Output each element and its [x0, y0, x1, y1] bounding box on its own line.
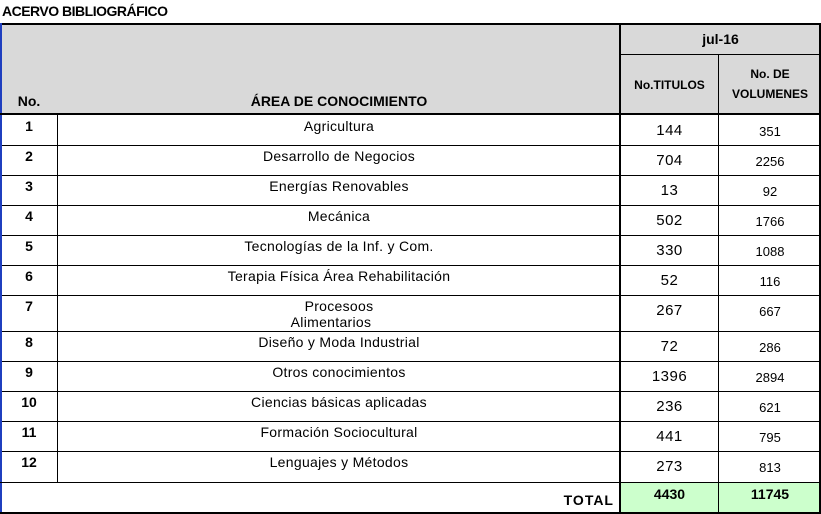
row-volumenes: 621 [759, 400, 781, 415]
row-number: 2 [25, 148, 33, 164]
row-volumenes: 351 [759, 124, 781, 139]
row-number: 12 [21, 454, 37, 470]
row-number: 8 [25, 334, 33, 350]
row-area: Terapia Física Área Rehabilitación [227, 268, 451, 284]
row-divider [0, 391, 821, 392]
row-divider [0, 265, 821, 266]
row-area: Tecnologías de la Inf. y Com. [244, 238, 434, 254]
row-titulos: 72 [660, 338, 679, 355]
row-titulos: 52 [660, 272, 679, 289]
row-titulos: 273 [656, 458, 683, 475]
row-divider [0, 331, 821, 332]
row-titulos: 267 [656, 302, 683, 319]
bibliographic-table [0, 23, 821, 514]
header-no: No. [17, 93, 41, 109]
row-divider [0, 451, 821, 452]
row-volumenes: 286 [759, 340, 781, 355]
row-number: 3 [25, 178, 33, 194]
row-area: Ciencias básicas aplicadas [251, 394, 427, 410]
grid-total-top [0, 482, 821, 483]
row-number: 9 [25, 364, 33, 380]
total-label: TOTAL [563, 492, 614, 508]
row-area: Otros conocimientos [272, 364, 406, 380]
row-titulos: 1396 [651, 368, 688, 385]
row-area: Lenguajes y Métodos [269, 454, 409, 470]
row-volumenes: 1088 [755, 244, 785, 259]
grid-col-area [57, 114, 58, 483]
row-area-line2: Alimentarios [290, 314, 372, 330]
row-area: Agricultura [303, 118, 375, 134]
row-volumenes: 795 [759, 430, 781, 445]
row-number: 11 [21, 424, 37, 440]
row-titulos: 441 [656, 428, 683, 445]
grid-header-bottom [0, 113, 821, 115]
row-titulos: 502 [656, 212, 683, 229]
header-volumenes-line2: VOLUMENES [731, 87, 808, 101]
row-area: Diseño y Moda Industrial [258, 334, 420, 350]
grid-period-divider [620, 54, 821, 55]
row-number: 7 [25, 298, 33, 314]
row-area: Energías Renovables [269, 178, 409, 194]
row-titulos: 704 [656, 152, 683, 169]
sheet-title: ACERVO BIBLIOGRÁFICO [2, 3, 168, 19]
row-volumenes: 1766 [755, 214, 785, 229]
row-divider [0, 361, 821, 362]
total-volumenes: 11745 [750, 486, 790, 502]
row-volumenes: 813 [759, 460, 781, 475]
row-volumenes: 2894 [755, 370, 785, 385]
header-period: jul-16 [702, 31, 739, 47]
header-volumenes-line1: No. DE [750, 67, 790, 81]
row-number: 1 [25, 118, 33, 134]
header-titulos: No.TITULOS [634, 78, 705, 92]
row-volumenes: 2256 [755, 154, 785, 169]
row-number: 10 [21, 394, 37, 410]
row-divider [0, 205, 821, 206]
row-volumenes: 667 [759, 304, 781, 319]
row-area-line1: Procesoos [304, 298, 374, 314]
row-number: 4 [25, 208, 33, 224]
row-titulos: 236 [656, 398, 683, 415]
grid-left [0, 23, 2, 514]
row-area: Desarrollo de Negocios [262, 148, 416, 164]
row-number: 6 [25, 268, 33, 284]
grid-col-period [619, 23, 621, 514]
row-divider [0, 235, 821, 236]
row-titulos: 330 [656, 242, 683, 259]
row-divider [0, 295, 821, 296]
row-titulos: 144 [656, 122, 683, 139]
row-volumenes: 92 [762, 184, 778, 199]
row-divider [0, 175, 821, 176]
grid-top [0, 23, 821, 25]
row-volumenes: 116 [759, 274, 781, 289]
row-divider [0, 421, 821, 422]
row-area: Mecánica [307, 208, 371, 224]
grid-col-vol [718, 54, 719, 514]
total-titulos: 4430 [653, 486, 686, 502]
row-divider [0, 145, 821, 146]
row-titulos: 13 [660, 182, 679, 199]
header-area: ÁREA DE CONOCIMIENTO [250, 93, 428, 109]
row-number: 5 [25, 238, 33, 254]
row-area: Formación Sociocultural [260, 424, 418, 440]
